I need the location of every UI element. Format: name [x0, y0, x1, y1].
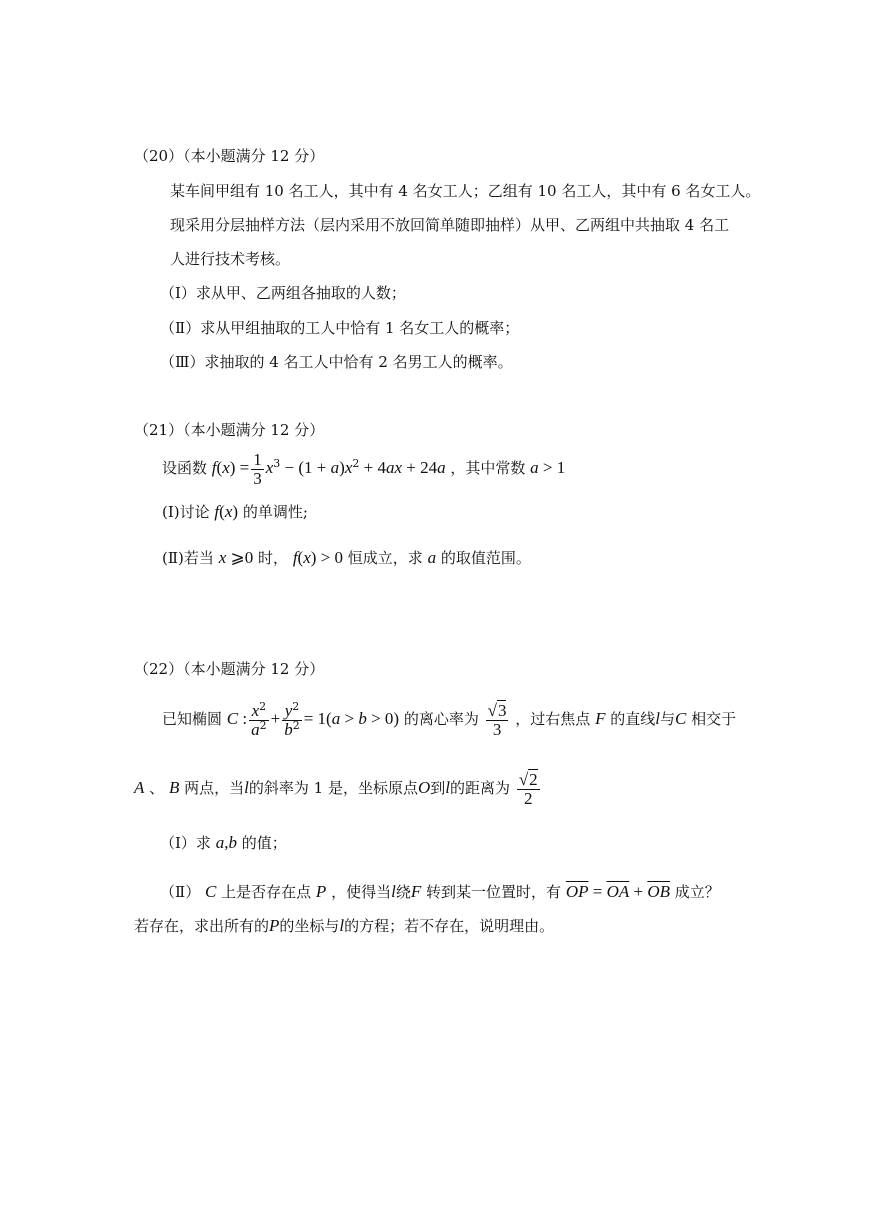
q20-header: （20）（本小题满分 12 分）	[134, 147, 325, 165]
q21-part1: (Ⅰ)讨论 f(x) 的单调性;	[162, 502, 308, 521]
q22-last-line: 若存在，求出所有的P的坐标与l的方程；若不存在，说明理由。	[134, 916, 555, 935]
q22-part1-text-a: （Ⅰ）求	[160, 834, 211, 852]
q22-line2-text-c: 的斜率为 1 是，坐标原点	[248, 779, 418, 797]
q21-constant-condition: a > 1	[530, 458, 566, 477]
q22-part1-text-b: 的值；	[241, 834, 287, 852]
q20-part3: （Ⅲ）求抽取的 4 名工人中恰有 2 名男工人的概率。	[160, 353, 513, 371]
q22-intro: 已知椭圆 C : $\frac{x^2}{a^2}$ + $\frac{y^2}{b^2}$ = 1(a > b > 0) 的离心率为 $\frac{√3}{3}$ ，过右焦点 F 的直线l与C 相交于	[162, 699, 737, 739]
q21-part1-text-a: (Ⅰ)讨论	[162, 503, 210, 521]
q22-last-text-b: 的坐标与	[279, 917, 340, 935]
q22-line2-text-e: 的距离为	[450, 779, 511, 797]
q21-function-formula: f(x) = $\frac{1}{3}$ $x^3 - (1 + a)x^2 + 4ax + 24a$	[211, 449, 446, 488]
q22-ellipse-formula: C : $\frac{x^2}{a^2}$ + $\frac{y^2}{b^2}$ = 1(a > b > 0)	[226, 699, 400, 739]
q20-line1: 某车间甲组有 10 名工人，其中有 4 名女工人；乙组有 10 名工人，其中有 6 名女工人。	[170, 182, 761, 200]
q22-part2-text-e: 转到某一位置时，有	[426, 883, 562, 901]
q22-line2-text-d: 到	[430, 779, 446, 797]
q22-part2-text-b: 上是否存在点	[221, 883, 312, 901]
q22-intro-text-b: 的离心率为	[403, 710, 479, 728]
q22-intro-text-e: 与	[659, 710, 675, 728]
q22-part2-text-f: 成立？	[674, 883, 720, 901]
q21-header: （21）（本小题满分 12 分）	[134, 421, 325, 439]
q21-intro-text-a: 设函数	[162, 459, 208, 477]
q21-part2-text-a: (Ⅱ)若当	[162, 549, 214, 567]
q22-last-text-a: 若存在，求出所有的	[134, 917, 270, 935]
q22-eccentricity: $\frac{√3}{3}$	[487, 700, 507, 739]
q22-vector-equation: $\overline{OP} = \overline{OA} + \overline{OB}$	[565, 882, 671, 901]
q22-intro-text-f: 相交于	[691, 710, 737, 728]
q20-line3: 人进行技术考核。	[170, 250, 291, 268]
q21-part2-text-d: 的取值范围。	[440, 549, 531, 567]
q22-part2-text-c: ，使得当	[331, 883, 392, 901]
q20-part1: （Ⅰ）求从甲、乙两组各抽取的人数；	[160, 284, 406, 302]
q22-distance: $\frac{√2}{2}$	[518, 769, 538, 808]
q22-line2-text-a: 、	[149, 779, 165, 797]
q21-part1-text-b: 的单调性;	[242, 503, 308, 521]
q22-intro-text-c: ，过右焦点	[515, 710, 591, 728]
q21-intro	[162, 446, 565, 490]
q22-header: （22）（本小题满分 12 分）	[134, 660, 325, 678]
q21-intro-text-b: ，其中常数	[450, 459, 526, 477]
q22-intro-text-a: 已知椭圆	[162, 710, 223, 728]
q21-part2: (Ⅱ)若当 x ⩾0 时， f(x) > 0 恒成立，求 a 的取值范围。	[162, 548, 531, 567]
q21-part2-text-c: 恒成立，求	[347, 549, 423, 567]
q22-part2: （Ⅱ） C 上是否存在点 P ，使得当l绕F 转到某一位置时，有 $\overline{OP} = \overline{OA} + \overline{OB}$ 成立？	[160, 882, 720, 901]
q22-part2-text-d: 绕	[395, 883, 411, 901]
q22-part1: （Ⅰ）求 a,b 的值；	[160, 833, 287, 852]
q20-part2: （Ⅱ）求从甲组抽取的工人中恰有 1 名女工人的概率；	[160, 319, 520, 337]
q22-part2-text-a: （Ⅱ）	[160, 883, 201, 901]
q22-last-text-c: 的方程；若不存在，说明理由。	[344, 917, 555, 935]
q22-line2-text-b: 两点，当	[184, 779, 245, 797]
q21-part2-text-b: 时，	[258, 549, 289, 567]
q20-line2: 现采用分层抽样方法（层内采用不放回简单随即抽样）从甲、乙两组中共抽取 4 名工	[170, 216, 730, 234]
q22-intro-text-d: 的直线	[610, 710, 656, 728]
q22-line2: A 、 B 两点，当l的斜率为 1 是，坐标原点O到l的距离为 $\frac{√2}{2}$	[134, 769, 538, 808]
